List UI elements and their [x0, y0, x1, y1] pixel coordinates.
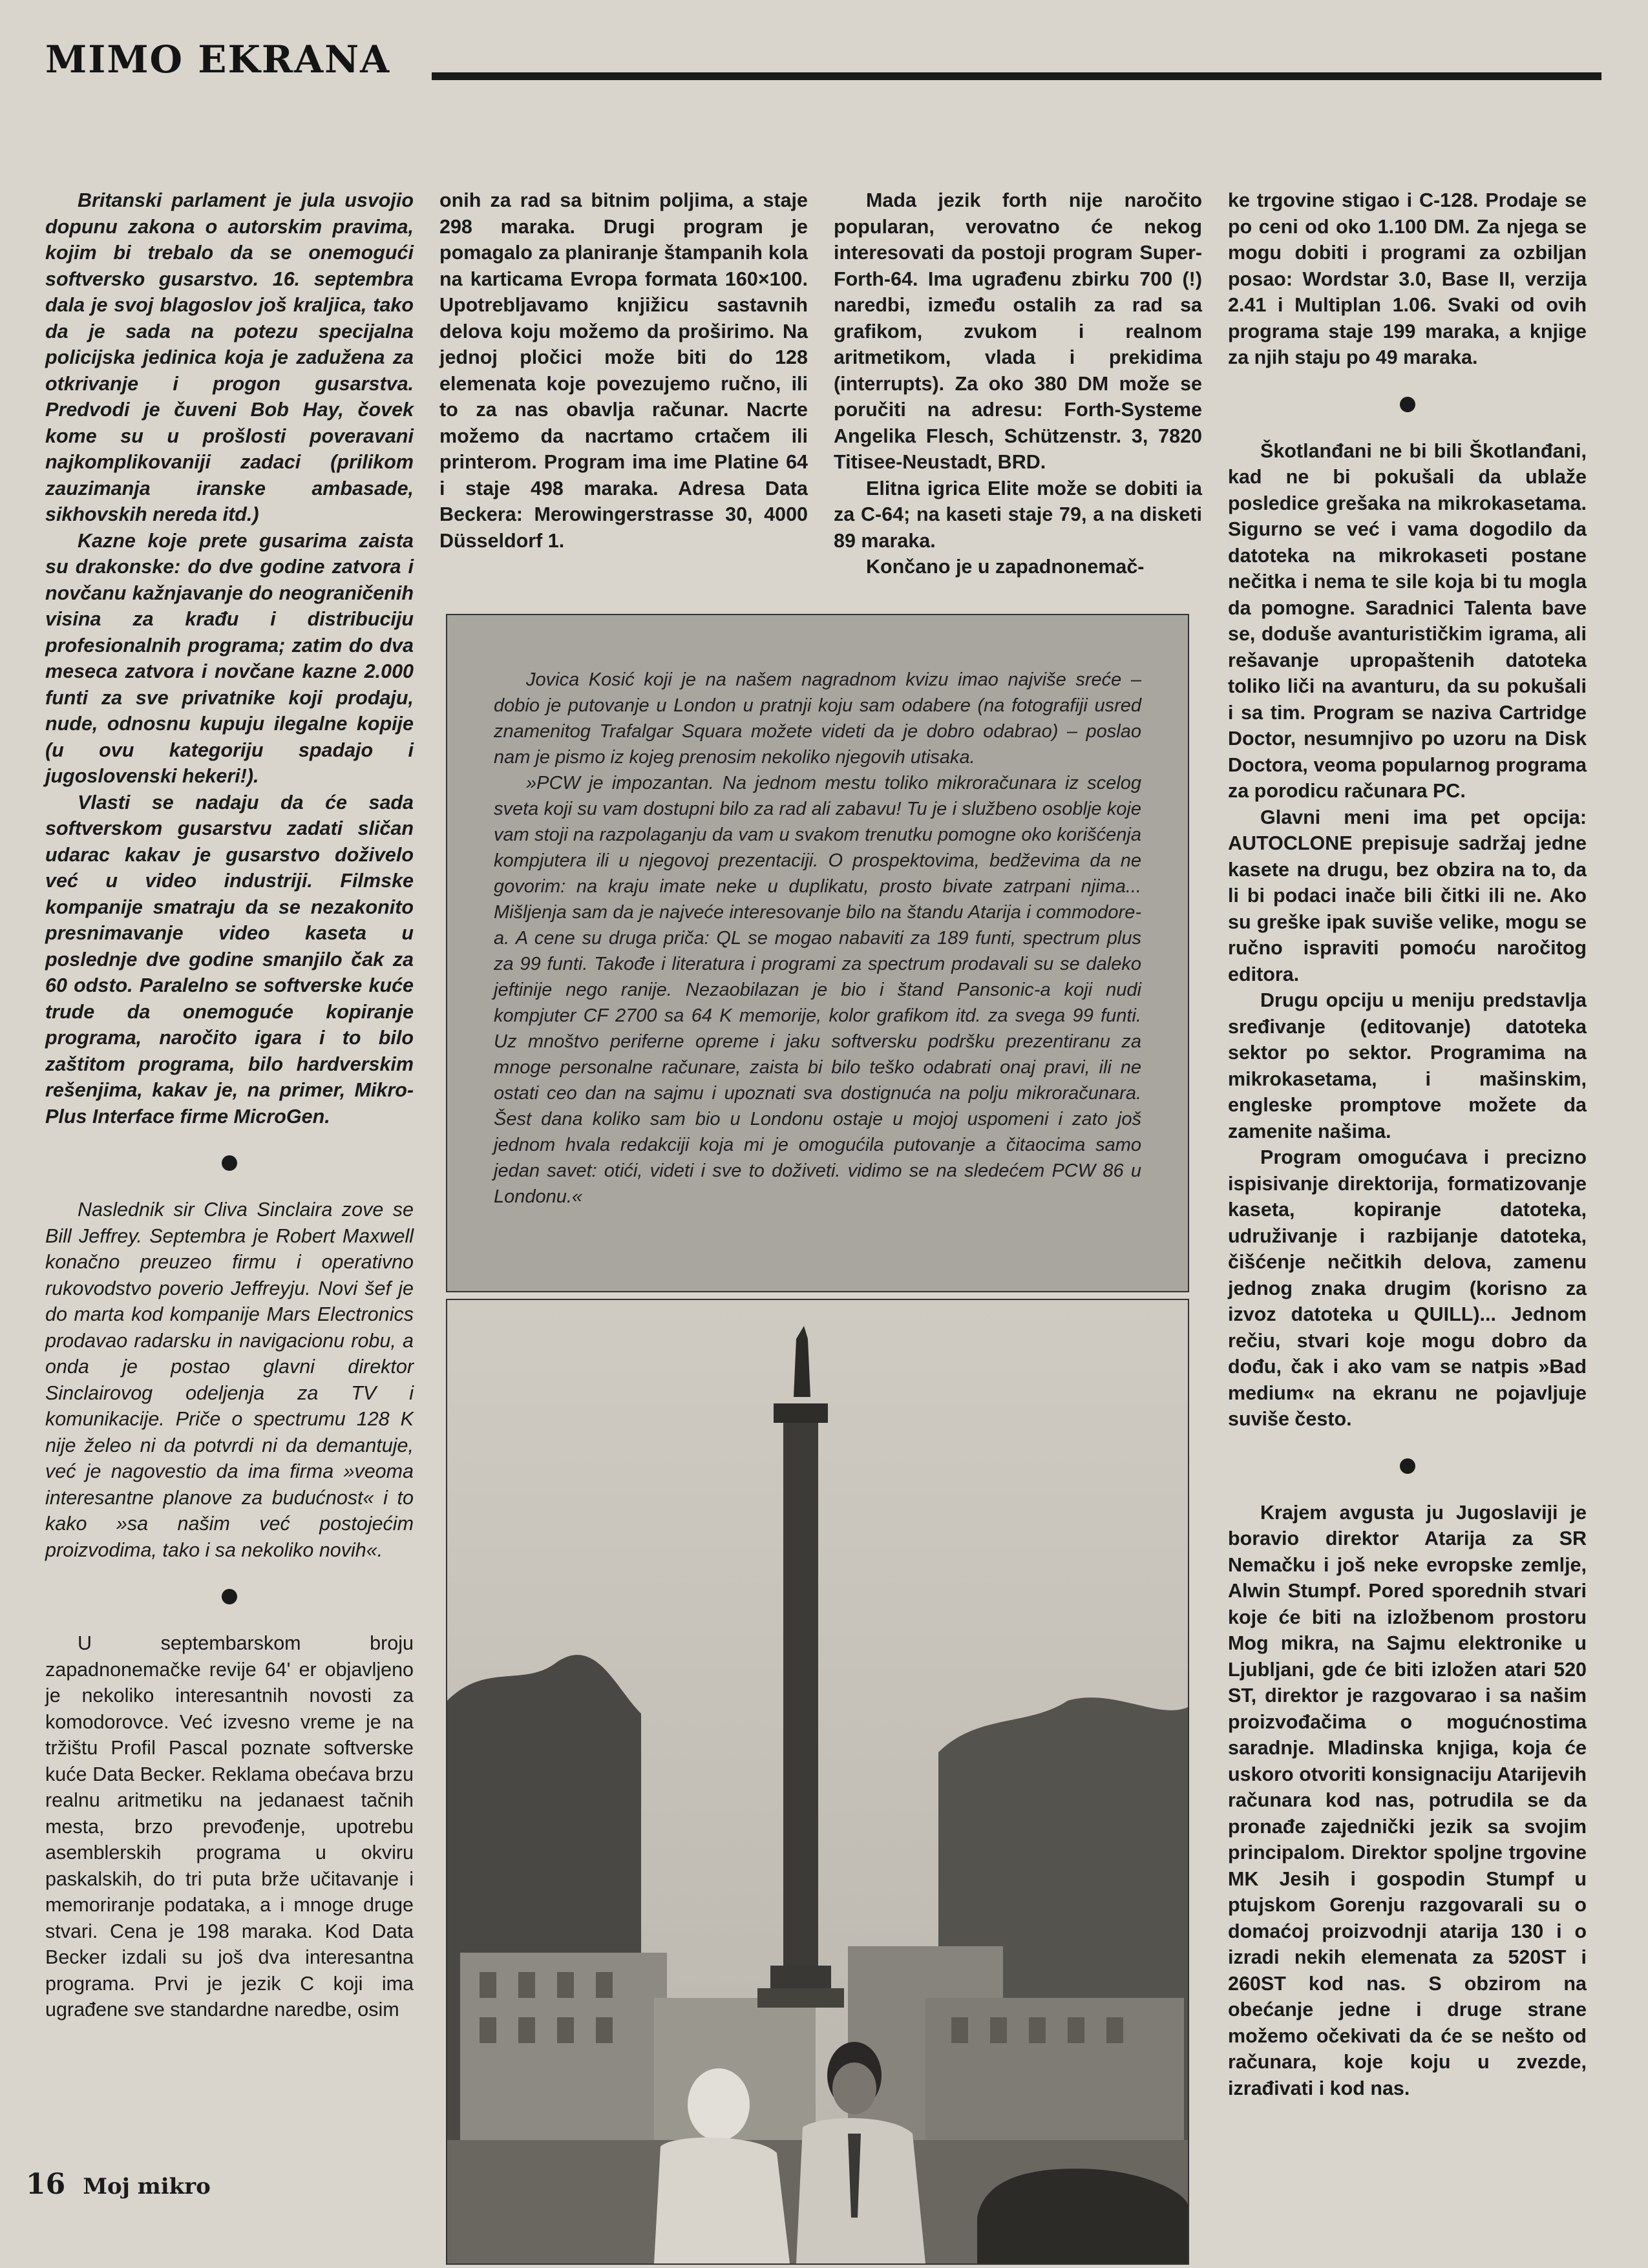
page-footer: [26, 2168, 211, 2201]
article-c128-start: Končano je u zapadnonemač-: [866, 556, 1145, 578]
photo-illustration: [447, 1300, 1188, 2263]
article-data-becker: U septembarskom broju zapadnonemačke revije 64' er objavljeno je nekoliko interesantnih novosti za komodorovce. Već izvesno vreme je na tržištu Profil Pascal poznate softverske kuće Data Becker. Reklama obećava brzu realnu aritmetiku na jedanaest tačnih mesta, brzo prevođenje, upotrebu asemblerskih programa u okviru paskalskih, do tri puta brže učitavanje i memoriranje podataka, a i mnoge druge stvari. Cena je 198 maraka. Kod Data Becker izdali su još dva interesantna programa. Prvi je jezik C koji ima ugrađene sve standardne naredbe, osim: [45, 1632, 414, 2021]
reader-letter-box: [446, 614, 1189, 1292]
article-elite: Elitna igrica Elite može se dobiti ia za C-64; na kaseti staje 79, a na disketi 89 maraka.: [834, 477, 1202, 552]
letter-intro: Jovica Kosić koji je na našem nagradnom kvizu imao najviše sreće – dobio je putovanje u London u pratnji koju sam odabere (na fotografiji usred znamenitog Trafalgar Squara možete videti da je dobro odabrao) – poslao nam je pismo iz kojeg prenosim nekoliko njegovih utisaka.: [494, 669, 1141, 768]
letter-body: »PCW je impozantan. Na jednom mestu toliko mikroračunara iz scelog sveta koji su vam dostupni bilo za rad ali zabavu! Tu je i službeno osoblje koje vam stoji na razpolaganju da vam u svakom trenutku pomogne oko korišćenja kompjutera ili u njegovoj prezentaciji. O prospektovima, bedževima da ne govorim: na kraju imate neke u duplikatu, prosto bivate zatrpani njima... Mišljenja sam da je najveće interesovanje bilo na štandu Atarija i commodore-a. A cene su druga priča: QL se mogao nabaviti za 189 funti, spectrum plus za 99 funti. Takođe i literatura i programi za spectrum prodavali su se daleko jeftinije nego ranije. Nezaobilazan je bio i štand Pansonic-a koji nudi kompjuter CF 2700 sa 64 K memorije, kolor grafikom itd. za svega 99 funti. Uz mnoštvo periferne opreme i jaku softversku podršku prezentiranu za mnoge personalne računare, zaista bi bilo teško odabrati onaj pravi, ili ne ostati ceo dan na sajmu i upoznati sva dostignuća na polju mikroračunara. Šest dana koliko sam bio u Londonu ostaje u mojoj uspomeni i zato još jednom hvala redakciji koja mi je omogućila putovanje a čitaocima samo jedan savet: otići, videti i sve to doživeti. vidimo se na sledećem PCW 86 u Londonu.«: [494, 773, 1141, 1207]
bullet-separator: [222, 1589, 237, 1604]
article-super-forth: Mada jezik forth nije naročito popularan, verovatno će nekog interesovati da postoji program Super-Forth-64. Ima ugrađenu zbirku 700 (!) naredbi, između ostalih za rad sa grafikom, zvukom i realnom aritmetikom, vlada i prekidima (interrupts). Za oko 380 DM može se poručiti na adresu: Forth-Systeme Angelika Flesch, Schützenstr. 3, 7820 Titisee-Neustadt, BRD.: [834, 189, 1202, 473]
article-atari-visit: Krajem avgusta ju Jugoslaviji je boravio direktor Atarija za SR Nemačku i još neke evropske zemlje, Alwin Stumpf. Pored sporednih stvari koje će biti na izložbenom prostoru Mog mikra, na Sajmu elektronike u Ljubljani, gde će biti izložen atari 520 ST, direktor je razgovarao i sa našim proizvođačima o mogućnostima saradnje. Mladinska knjiga, koja će uskoro otvoriti konsignaciju Atarijevih računara kod nas, potrudila se da pronađe zajednički jezik sa svojim principalom. Direktor spoljne trgovine MK Jesih i gospodin Stumpf u ptujskom Gorenju razgovarali su o domaćoj proizvodnji atarija 130 i o izradi nekih elemenata za 520ST i 260ST kod nas. S obzirom na obećanje jedne i druge strane možemo očekivati da će se nešto od računara, koje koju u zvezde, izrađivati i kod nas.: [1228, 1501, 1587, 2099]
article-data-becker-cont: onih za rad sa bitnim poljima, a staje 298 maraka. Drugi program je pomagalo za planiranje štampanih kola na karticama Evropa formata 160×100. Upotrebljavamo knjižicu sastavnih delova koju možemo da proširimo. Na jednoj pločici može biti do 128 elemenata koje povezujemo ručno, ili to za nas obavlja računar. Nacrte možemo da nacrtamo crtačem ili printerom. Program ima ime Platine 64 i staje 498 maraka. Adresa Data Beckera: Merowingerstrasse 30, 4000 Düsseldorf 1.: [439, 189, 808, 552]
section-title: MIMO EKRANA: [45, 37, 391, 81]
article-directory: Program omogućava i precizno ispisivanje direktorija, formatizovanje kaseta, kopiranje datoteka, udruživanje i razbijanje datoteka, čišćenje nečitkih delova, zamenu jednog znaka drugim (korisno za izvoz datoteka u QUILL)... Jednom rečiu, stvari koje mogu dobro da dođu, čak i ako vam se natpis »Bad medium« na ekranu ne pojavljuje suviše često.: [1228, 1146, 1587, 1430]
bullet-separator: [1400, 397, 1415, 412]
trafalgar-square-photo: [446, 1299, 1189, 2265]
bullet-separator: [1400, 1458, 1415, 1474]
magazine-name: Moj mikro: [83, 2174, 211, 2200]
bullet-separator: [222, 1155, 237, 1171]
article-autoclone: Glavni meni ima pet opcija: AUTOCLONE prepisuje sadržaj jedne kasete na drugu, bez obzira na to, da li bi podaci inače bili čitki ili ne. Ako su greške ipak suviše velike, mogu se ručno ispraviti pomoću naročitog editora.: [1228, 806, 1587, 985]
page-number: 16: [26, 2168, 66, 2201]
header-rule: [432, 72, 1601, 80]
column-3: [834, 187, 1202, 580]
column-4: [1228, 187, 1587, 2101]
article-cartridge-doctor: Škotlanđani ne bi bili Škotlanđani, kad ne bi pokušali da ublaže posledice grešaka na mikrokasetama. Sigurno se već i vama dogodilo da datoteka na mikrokaseti postane nečitka i nema te sile koja bi tu mogla da pomogne. Saradnici Talenta bave se, doduše avanturističkim igrama, ali rešavanje upropaštenih datoteka toliko liči na avanturu, da su pokušali i sa tim. Program se naziva Cartridge Doctor, nesumnjivo po uzoru na Disk Doctora, veoma popularnog programa za porodicu računara PC.: [1228, 439, 1587, 802]
article-copyright-video: Vlasti se nadaju da će sada softverskom gusarstvu zadati sličan udarac kakav je gusarstvo doživelo već u video industriji. Filmske kompanije smatraju da se nezakonito presnimavanje video kaseta u poslednje dve godine smanjilo čak za 60 odsto. Paralelno se softverske kuće trude da onemoguće kopiranje programa, naročito igara i to bilo zaštitom programa, bilo hardverskim rešenjima, kakav je, na primer, Mikro-Plus Interface firme MicroGen.: [45, 791, 414, 1128]
article-copyright-law: Britanski parlament je jula usvojio dopunu zakona o autorskim pravima, kojim bi trebalo da se onemogući softversko gusarstvo. 16. septembra dala je svoj blagoslov još kraljica, tako da je sada na potezu specijalna policijska jedinica koja je zadužena za otkrivanje i progon gusarstva. Predvodi je čuveni Bob Hay, čovek kome su u prošlosti poveravani najkomplikovaniji zadaci (prilikom zauzimanja iranske ambasade, sikhovskih nereda itd.): [45, 189, 414, 525]
article-sinclair-successor: Naslednik sir Cliva Sinclaira zove se Bill Jeffrey. Septembra je Robert Maxwell konačno preuzeo firmu i operativno rukovodstvo poverio Jeffreyju. Novi šef je do marta kod kompanije Mars Electronics prodavao radarsku in navigacionu robu, a onda je postao glavni direktor Sinclairovog odeljenja za TV i komunikacije. Priče o spectrumu 128 K nije želeo ni da potvrdi ni da demantuje, već je nagovestio da ima firma »veoma interesantne planove za budućnost« i to kako »sa našim već postojećim proizvodima, tako i sa nekoliko novih«.: [45, 1199, 414, 1561]
column-1: [45, 187, 414, 2023]
article-editing: Drugu opciju u meniju predstavlja sređivanje (editovanje) datoteka sektor po sektor. Programima na mikrokasetama, i mašinskim, engleske promptove možete da zamenite našima.: [1228, 989, 1587, 1142]
article-copyright-penalties: Kazne koje prete gusarima zaista su drakonske: do dve godine zatvora i novčanu kažnjavanje do neograničenih visina za krađu i distribuciju profesionalnih programa; zatim do dva meseca zatvora i novčane kazne 2.000 funti za sve privatnike koji prodaju, nude, odnosnu kupuju ilegalne kopije (u ovu kategoriju spadajo i jugoslovenski hekeri!).: [45, 529, 414, 787]
column-2: [439, 187, 808, 554]
article-c128: ke trgovine stigao i C-128. Prodaje se po ceni od oko 1.100 DM. Za njega se mogu dobiti i programi za ozbiljan posao: Wordstar 3.0, Base II, verzija 2.41 i Multiplan 1.06. Svaki od ovih programa staje 199 maraka, a knjige za njih staju po 49 maraka.: [1228, 189, 1587, 368]
